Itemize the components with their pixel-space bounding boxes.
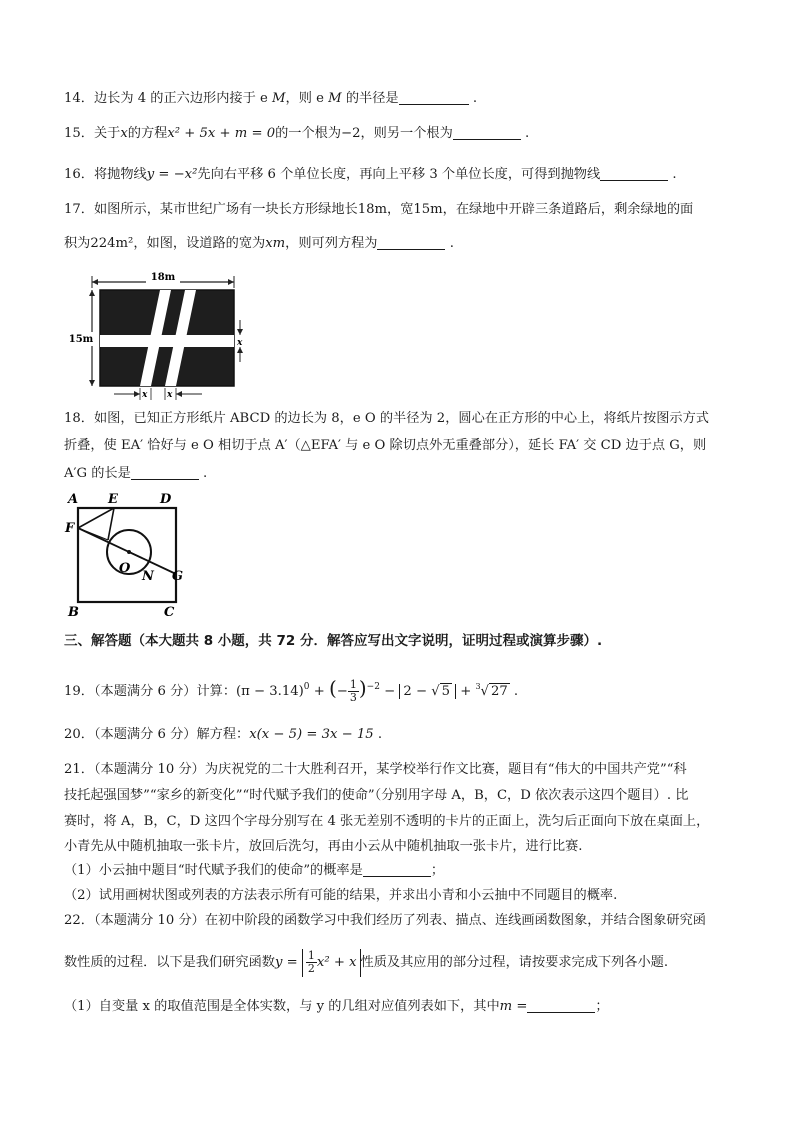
question-14: 14．边长为 4 的正六边形内接于 e M，则 e M 的半径是 . [64,91,478,106]
question-21-sub2: （2）试用画树状图或列表的方法表示所有可能的结果，并求出小青和小云抽中不同题目的概率. [64,888,618,903]
label-b: B [68,605,79,620]
question-21-line1: 21．（本题满分 10 分）为庆祝党的二十大胜利召开，某学校举行作文比赛，题目有“伟大的中国共产党”“科 [64,762,687,777]
square-abcd [78,508,176,602]
question-15: 15．关于x的方程x² + 5x + m = 0的一个根为−2，则另一个根为 . [64,126,530,141]
question-20: 20．（本题满分 6 分）解方程：x(x − 5) = 3x − 15 . [64,727,383,742]
x-label-bottom-2: x [167,390,173,400]
answer-blank[interactable] [453,125,521,140]
section-3-heading: 三、解答题（本大题共 8 小题，共 72 分．解答应写出文字说明，证明过程或演算步骤）. [64,633,603,649]
folded-square-diagram [62,488,202,620]
question-19: 19．（本题满分 6 分）计算：$(\pi - 3.14)^0$ + (− $\frac{1}{3}$ )$^{-2}$ − 2 − √ 5 + $^3$√ 27 . [64,676,519,704]
question-21-sub1: （1）小云抽中题目“时代赋予我们的使命”的概率是 ； [64,863,444,878]
question-21-line3: 赛时，将 A，B，C，D 这四个字母分别写在 4 张无差别不透明的卡片的正面上，洗匀后正面向下放在桌面上， [64,814,710,829]
height-label-15m: 15m [68,334,94,345]
width-label-18m: 18m [150,272,176,283]
question-18-line3: A′G 的长是 . [64,466,208,481]
question-17-line1: 17．如图所示，某市世纪广场有一块长方形绿地长18m，宽15m，在绿地中开辟三条道路后，剩余绿地的面 [64,202,694,217]
question-21-line2: 技托起强国梦”“家乡的新变化”“时代赋予我们的使命”（分别用字母 A，B，C，D 依次表示这四个题目）. 比 [64,788,689,803]
answer-blank[interactable] [600,166,668,181]
question-18-line2: 折叠，使 EA′ 恰好与 e O 相切于点 A′（△EFA′ 与 e O 除切点外无重叠部分），延长 FA′ 交 CD 边于点 G，则 [64,438,707,453]
label-g: G [172,569,184,584]
label-c: C [164,605,175,620]
question-16: 16．将抛物线y = −x²先向右平移 6 个单位长度，再向上平移 3 个单位长度，可得到抛物线 . [64,167,677,182]
question-22-line1: 22．（本题满分 10 分）在初中阶段的函数学习中我们经历了列表、描点、连线画函数图象，并结合图象研究函 [64,913,706,928]
question-21-line4: 小青先从中随机抽取一张卡片，放回后洗匀，再由小云从中随机抽取一张卡片，进行比赛. [64,839,583,854]
question-22-sub1: （1）自变量 x 的取值范围是全体实数，与 y 的几组对应值列表如下，其中m = ； [64,999,609,1014]
x-label-bottom-1: x [142,390,148,400]
green-space-diagram [62,266,262,400]
question-17-line2: 积为224m²，如图，设道路的宽为xm，则可列方程为 . [64,236,454,251]
answer-blank[interactable] [527,998,595,1013]
answer-blank[interactable] [399,90,469,105]
label-o: O [119,561,131,576]
label-d: D [160,492,172,507]
label-e: E [108,492,118,507]
question-18-line1: 18．如图，已知正方形纸片 ABCD 的边长为 8，e O 的半径为 2，圆心在正方形的中心上，将纸片按图示方式 [64,411,709,426]
answer-blank[interactable] [131,465,199,480]
label-f: F [65,521,75,536]
answer-blank[interactable] [363,862,431,877]
horizontal-road [100,335,234,347]
answer-blank[interactable] [377,235,445,250]
label-n: N [142,569,154,584]
x-label-right: x [237,338,243,348]
label-a: A [68,492,79,507]
question-22-line2: 数性质的过程．以下是我们研究函数y = $\frac{1}{2}$ x² + x 性质及其应用的部分过程，请按要求完成下列各小题. [64,949,669,975]
